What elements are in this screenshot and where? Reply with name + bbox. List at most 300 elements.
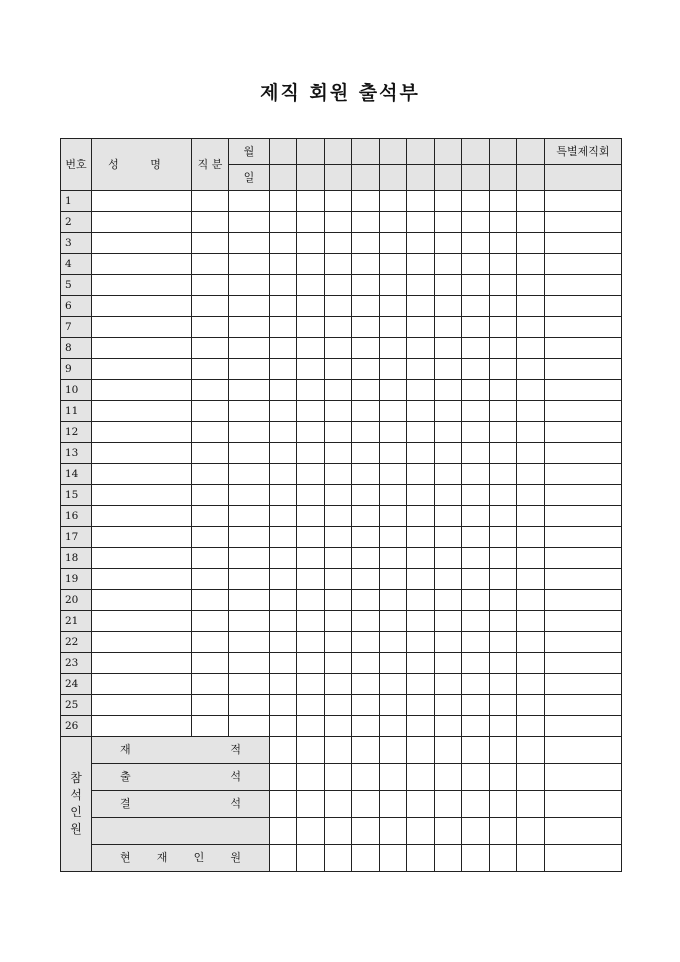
position-cell[interactable] xyxy=(192,632,229,653)
role-date-cell[interactable] xyxy=(229,569,270,590)
name-cell[interactable] xyxy=(92,716,192,737)
attendance-cell[interactable] xyxy=(352,527,380,548)
attendance-cell[interactable] xyxy=(407,569,435,590)
attendance-cell[interactable] xyxy=(270,590,297,611)
summary-special-cell[interactable] xyxy=(545,764,622,791)
attendance-cell[interactable] xyxy=(435,359,462,380)
attendance-cell[interactable] xyxy=(462,380,490,401)
attendance-cell[interactable] xyxy=(352,506,380,527)
role-date-cell[interactable] xyxy=(229,485,270,506)
name-cell[interactable] xyxy=(92,191,192,212)
attendance-cell[interactable] xyxy=(435,632,462,653)
day-cell[interactable] xyxy=(380,165,407,191)
attendance-cell[interactable] xyxy=(490,443,517,464)
attendance-cell[interactable] xyxy=(517,338,545,359)
attendance-cell[interactable] xyxy=(270,632,297,653)
attendance-cell[interactable] xyxy=(490,527,517,548)
attendance-cell[interactable] xyxy=(380,254,407,275)
attendance-cell[interactable] xyxy=(490,275,517,296)
attendance-cell[interactable] xyxy=(380,611,407,632)
attendance-cell[interactable] xyxy=(490,212,517,233)
attendance-cell[interactable] xyxy=(435,548,462,569)
role-date-cell[interactable] xyxy=(229,338,270,359)
attendance-cell[interactable] xyxy=(270,464,297,485)
attendance-cell[interactable] xyxy=(325,527,352,548)
position-cell[interactable] xyxy=(192,296,229,317)
attendance-cell[interactable] xyxy=(435,401,462,422)
attendance-cell[interactable] xyxy=(490,695,517,716)
day-cell[interactable] xyxy=(462,165,490,191)
summary-count-cell[interactable] xyxy=(407,764,435,791)
attendance-cell[interactable] xyxy=(380,506,407,527)
attendance-cell[interactable] xyxy=(435,569,462,590)
attendance-cell[interactable] xyxy=(490,422,517,443)
day-cell[interactable] xyxy=(407,165,435,191)
position-cell[interactable] xyxy=(192,254,229,275)
summary-count-cell[interactable] xyxy=(517,818,545,845)
attendance-cell[interactable] xyxy=(270,233,297,254)
position-cell[interactable] xyxy=(192,191,229,212)
attendance-cell[interactable] xyxy=(325,695,352,716)
attendance-cell[interactable] xyxy=(270,611,297,632)
role-date-cell[interactable] xyxy=(229,590,270,611)
attendance-cell[interactable] xyxy=(490,569,517,590)
attendance-cell[interactable] xyxy=(297,338,325,359)
attendance-cell[interactable] xyxy=(435,191,462,212)
attendance-cell[interactable] xyxy=(270,569,297,590)
month-cell[interactable] xyxy=(325,139,352,165)
attendance-cell[interactable] xyxy=(352,653,380,674)
summary-count-cell[interactable] xyxy=(380,791,407,818)
special-meeting-cell[interactable] xyxy=(545,296,622,317)
attendance-cell[interactable] xyxy=(435,380,462,401)
attendance-cell[interactable] xyxy=(435,611,462,632)
role-date-cell[interactable] xyxy=(229,233,270,254)
summary-count-cell[interactable] xyxy=(517,764,545,791)
attendance-cell[interactable] xyxy=(407,443,435,464)
attendance-cell[interactable] xyxy=(380,359,407,380)
position-cell[interactable] xyxy=(192,506,229,527)
attendance-cell[interactable] xyxy=(407,254,435,275)
role-date-cell[interactable] xyxy=(229,359,270,380)
attendance-cell[interactable] xyxy=(490,233,517,254)
attendance-cell[interactable] xyxy=(462,611,490,632)
special-day-cell[interactable] xyxy=(545,165,622,191)
summary-special-cell[interactable] xyxy=(545,791,622,818)
summary-count-cell[interactable] xyxy=(325,737,352,764)
name-cell[interactable] xyxy=(92,632,192,653)
attendance-cell[interactable] xyxy=(517,359,545,380)
attendance-cell[interactable] xyxy=(325,464,352,485)
attendance-cell[interactable] xyxy=(462,485,490,506)
name-cell[interactable] xyxy=(92,695,192,716)
summary-count-cell[interactable] xyxy=(325,818,352,845)
summary-count-cell[interactable] xyxy=(490,764,517,791)
attendance-cell[interactable] xyxy=(490,548,517,569)
attendance-cell[interactable] xyxy=(270,443,297,464)
attendance-cell[interactable] xyxy=(407,548,435,569)
attendance-cell[interactable] xyxy=(407,527,435,548)
summary-count-cell[interactable] xyxy=(407,818,435,845)
attendance-cell[interactable] xyxy=(462,464,490,485)
attendance-cell[interactable] xyxy=(325,296,352,317)
role-date-cell[interactable] xyxy=(229,191,270,212)
summary-count-cell[interactable] xyxy=(352,791,380,818)
name-cell[interactable] xyxy=(92,674,192,695)
attendance-cell[interactable] xyxy=(380,233,407,254)
position-cell[interactable] xyxy=(192,569,229,590)
attendance-cell[interactable] xyxy=(380,632,407,653)
attendance-cell[interactable] xyxy=(435,338,462,359)
summary-count-cell[interactable] xyxy=(407,845,435,872)
attendance-cell[interactable] xyxy=(380,590,407,611)
attendance-cell[interactable] xyxy=(407,191,435,212)
attendance-cell[interactable] xyxy=(462,527,490,548)
attendance-cell[interactable] xyxy=(517,254,545,275)
attendance-cell[interactable] xyxy=(325,653,352,674)
attendance-cell[interactable] xyxy=(380,716,407,737)
attendance-cell[interactable] xyxy=(517,212,545,233)
attendance-cell[interactable] xyxy=(407,212,435,233)
attendance-cell[interactable] xyxy=(517,548,545,569)
special-meeting-cell[interactable] xyxy=(545,695,622,716)
attendance-cell[interactable] xyxy=(435,716,462,737)
attendance-cell[interactable] xyxy=(435,653,462,674)
attendance-cell[interactable] xyxy=(490,380,517,401)
attendance-cell[interactable] xyxy=(380,548,407,569)
attendance-cell[interactable] xyxy=(297,548,325,569)
summary-count-cell[interactable] xyxy=(270,791,297,818)
summary-count-cell[interactable] xyxy=(490,791,517,818)
attendance-cell[interactable] xyxy=(462,548,490,569)
attendance-cell[interactable] xyxy=(407,317,435,338)
special-meeting-cell[interactable] xyxy=(545,674,622,695)
name-cell[interactable] xyxy=(92,611,192,632)
summary-special-cell[interactable] xyxy=(545,845,622,872)
day-cell[interactable] xyxy=(270,165,297,191)
name-cell[interactable] xyxy=(92,569,192,590)
attendance-cell[interactable] xyxy=(297,296,325,317)
position-cell[interactable] xyxy=(192,359,229,380)
name-cell[interactable] xyxy=(92,338,192,359)
attendance-cell[interactable] xyxy=(352,296,380,317)
day-cell[interactable] xyxy=(352,165,380,191)
attendance-cell[interactable] xyxy=(352,632,380,653)
attendance-cell[interactable] xyxy=(270,695,297,716)
attendance-cell[interactable] xyxy=(435,233,462,254)
attendance-cell[interactable] xyxy=(407,338,435,359)
role-date-cell[interactable] xyxy=(229,548,270,569)
attendance-cell[interactable] xyxy=(462,422,490,443)
attendance-cell[interactable] xyxy=(407,674,435,695)
summary-count-cell[interactable] xyxy=(490,818,517,845)
attendance-cell[interactable] xyxy=(462,275,490,296)
attendance-cell[interactable] xyxy=(407,296,435,317)
special-meeting-cell[interactable] xyxy=(545,233,622,254)
name-cell[interactable] xyxy=(92,359,192,380)
attendance-cell[interactable] xyxy=(517,443,545,464)
name-cell[interactable] xyxy=(92,380,192,401)
attendance-cell[interactable] xyxy=(325,317,352,338)
attendance-cell[interactable] xyxy=(490,338,517,359)
attendance-cell[interactable] xyxy=(462,632,490,653)
attendance-cell[interactable] xyxy=(517,611,545,632)
position-cell[interactable] xyxy=(192,485,229,506)
position-cell[interactable] xyxy=(192,317,229,338)
attendance-cell[interactable] xyxy=(352,359,380,380)
summary-count-cell[interactable] xyxy=(462,791,490,818)
summary-count-cell[interactable] xyxy=(352,845,380,872)
attendance-cell[interactable] xyxy=(380,485,407,506)
attendance-cell[interactable] xyxy=(297,674,325,695)
role-date-cell[interactable] xyxy=(229,632,270,653)
role-date-cell[interactable] xyxy=(229,380,270,401)
attendance-cell[interactable] xyxy=(517,485,545,506)
summary-count-cell[interactable] xyxy=(297,737,325,764)
attendance-cell[interactable] xyxy=(325,233,352,254)
attendance-cell[interactable] xyxy=(517,527,545,548)
role-date-cell[interactable] xyxy=(229,401,270,422)
attendance-cell[interactable] xyxy=(380,464,407,485)
attendance-cell[interactable] xyxy=(380,191,407,212)
attendance-cell[interactable] xyxy=(352,212,380,233)
attendance-cell[interactable] xyxy=(270,359,297,380)
summary-count-cell[interactable] xyxy=(407,791,435,818)
attendance-cell[interactable] xyxy=(325,548,352,569)
attendance-cell[interactable] xyxy=(297,464,325,485)
attendance-cell[interactable] xyxy=(407,401,435,422)
attendance-cell[interactable] xyxy=(380,401,407,422)
role-date-cell[interactable] xyxy=(229,611,270,632)
attendance-cell[interactable] xyxy=(325,212,352,233)
name-cell[interactable] xyxy=(92,590,192,611)
summary-count-cell[interactable] xyxy=(462,818,490,845)
role-date-cell[interactable] xyxy=(229,212,270,233)
attendance-cell[interactable] xyxy=(352,443,380,464)
attendance-cell[interactable] xyxy=(517,674,545,695)
attendance-cell[interactable] xyxy=(517,191,545,212)
summary-count-cell[interactable] xyxy=(435,791,462,818)
attendance-cell[interactable] xyxy=(352,590,380,611)
attendance-cell[interactable] xyxy=(462,653,490,674)
attendance-cell[interactable] xyxy=(490,485,517,506)
summary-count-cell[interactable] xyxy=(380,737,407,764)
attendance-cell[interactable] xyxy=(435,590,462,611)
attendance-cell[interactable] xyxy=(517,275,545,296)
name-cell[interactable] xyxy=(92,548,192,569)
attendance-cell[interactable] xyxy=(297,233,325,254)
attendance-cell[interactable] xyxy=(270,296,297,317)
attendance-cell[interactable] xyxy=(517,296,545,317)
summary-count-cell[interactable] xyxy=(435,818,462,845)
month-cell[interactable] xyxy=(490,139,517,165)
attendance-cell[interactable] xyxy=(462,338,490,359)
attendance-cell[interactable] xyxy=(462,674,490,695)
attendance-cell[interactable] xyxy=(490,464,517,485)
attendance-cell[interactable] xyxy=(517,380,545,401)
attendance-cell[interactable] xyxy=(517,401,545,422)
attendance-cell[interactable] xyxy=(517,317,545,338)
attendance-cell[interactable] xyxy=(517,653,545,674)
attendance-cell[interactable] xyxy=(462,695,490,716)
attendance-cell[interactable] xyxy=(407,422,435,443)
summary-count-cell[interactable] xyxy=(380,845,407,872)
attendance-cell[interactable] xyxy=(380,653,407,674)
special-meeting-cell[interactable] xyxy=(545,443,622,464)
attendance-cell[interactable] xyxy=(517,590,545,611)
role-date-cell[interactable] xyxy=(229,422,270,443)
attendance-cell[interactable] xyxy=(407,653,435,674)
attendance-cell[interactable] xyxy=(352,611,380,632)
role-date-cell[interactable] xyxy=(229,275,270,296)
attendance-cell[interactable] xyxy=(325,590,352,611)
attendance-cell[interactable] xyxy=(407,464,435,485)
name-cell[interactable] xyxy=(92,212,192,233)
position-cell[interactable] xyxy=(192,695,229,716)
position-cell[interactable] xyxy=(192,401,229,422)
attendance-cell[interactable] xyxy=(435,212,462,233)
attendance-cell[interactable] xyxy=(270,422,297,443)
attendance-cell[interactable] xyxy=(297,422,325,443)
special-meeting-cell[interactable] xyxy=(545,632,622,653)
attendance-cell[interactable] xyxy=(352,569,380,590)
summary-count-cell[interactable] xyxy=(462,737,490,764)
attendance-cell[interactable] xyxy=(490,254,517,275)
month-cell[interactable] xyxy=(407,139,435,165)
name-cell[interactable] xyxy=(92,254,192,275)
summary-count-cell[interactable] xyxy=(352,764,380,791)
attendance-cell[interactable] xyxy=(270,275,297,296)
name-cell[interactable] xyxy=(92,464,192,485)
day-cell[interactable] xyxy=(435,165,462,191)
summary-count-cell[interactable] xyxy=(462,845,490,872)
attendance-cell[interactable] xyxy=(297,716,325,737)
name-cell[interactable] xyxy=(92,653,192,674)
attendance-cell[interactable] xyxy=(352,380,380,401)
name-cell[interactable] xyxy=(92,422,192,443)
attendance-cell[interactable] xyxy=(380,443,407,464)
attendance-cell[interactable] xyxy=(462,317,490,338)
attendance-cell[interactable] xyxy=(352,695,380,716)
day-cell[interactable] xyxy=(297,165,325,191)
attendance-cell[interactable] xyxy=(462,590,490,611)
special-meeting-cell[interactable] xyxy=(545,359,622,380)
month-cell[interactable] xyxy=(270,139,297,165)
attendance-cell[interactable] xyxy=(270,338,297,359)
attendance-cell[interactable] xyxy=(490,359,517,380)
attendance-cell[interactable] xyxy=(297,443,325,464)
attendance-cell[interactable] xyxy=(462,254,490,275)
attendance-cell[interactable] xyxy=(435,506,462,527)
position-cell[interactable] xyxy=(192,464,229,485)
attendance-cell[interactable] xyxy=(297,569,325,590)
attendance-cell[interactable] xyxy=(352,548,380,569)
attendance-cell[interactable] xyxy=(490,401,517,422)
special-meeting-cell[interactable] xyxy=(545,716,622,737)
summary-count-cell[interactable] xyxy=(490,845,517,872)
special-meeting-cell[interactable] xyxy=(545,191,622,212)
attendance-cell[interactable] xyxy=(407,695,435,716)
attendance-cell[interactable] xyxy=(297,590,325,611)
attendance-cell[interactable] xyxy=(270,716,297,737)
attendance-cell[interactable] xyxy=(270,506,297,527)
special-meeting-cell[interactable] xyxy=(545,401,622,422)
attendance-cell[interactable] xyxy=(407,233,435,254)
attendance-cell[interactable] xyxy=(270,527,297,548)
role-date-cell[interactable] xyxy=(229,527,270,548)
attendance-cell[interactable] xyxy=(380,317,407,338)
summary-count-cell[interactable] xyxy=(270,764,297,791)
attendance-cell[interactable] xyxy=(517,695,545,716)
special-meeting-cell[interactable] xyxy=(545,611,622,632)
attendance-cell[interactable] xyxy=(297,359,325,380)
month-cell[interactable] xyxy=(380,139,407,165)
attendance-cell[interactable] xyxy=(352,674,380,695)
name-cell[interactable] xyxy=(92,233,192,254)
special-meeting-cell[interactable] xyxy=(545,527,622,548)
attendance-cell[interactable] xyxy=(297,317,325,338)
month-cell[interactable] xyxy=(462,139,490,165)
attendance-cell[interactable] xyxy=(380,422,407,443)
attendance-cell[interactable] xyxy=(435,254,462,275)
name-cell[interactable] xyxy=(92,401,192,422)
summary-count-cell[interactable] xyxy=(435,845,462,872)
summary-count-cell[interactable] xyxy=(270,818,297,845)
attendance-cell[interactable] xyxy=(270,548,297,569)
day-cell[interactable] xyxy=(325,165,352,191)
name-cell[interactable] xyxy=(92,296,192,317)
month-cell[interactable] xyxy=(297,139,325,165)
attendance-cell[interactable] xyxy=(517,716,545,737)
month-cell[interactable] xyxy=(352,139,380,165)
attendance-cell[interactable] xyxy=(270,674,297,695)
summary-count-cell[interactable] xyxy=(462,764,490,791)
name-cell[interactable] xyxy=(92,485,192,506)
attendance-cell[interactable] xyxy=(297,401,325,422)
position-cell[interactable] xyxy=(192,422,229,443)
summary-count-cell[interactable] xyxy=(325,764,352,791)
position-cell[interactable] xyxy=(192,443,229,464)
attendance-cell[interactable] xyxy=(352,338,380,359)
attendance-cell[interactable] xyxy=(270,254,297,275)
attendance-cell[interactable] xyxy=(435,674,462,695)
attendance-cell[interactable] xyxy=(325,275,352,296)
attendance-cell[interactable] xyxy=(352,275,380,296)
attendance-cell[interactable] xyxy=(297,485,325,506)
attendance-cell[interactable] xyxy=(462,191,490,212)
summary-count-cell[interactable] xyxy=(435,764,462,791)
position-cell[interactable] xyxy=(192,674,229,695)
attendance-cell[interactable] xyxy=(462,401,490,422)
attendance-cell[interactable] xyxy=(380,275,407,296)
attendance-cell[interactable] xyxy=(517,569,545,590)
attendance-cell[interactable] xyxy=(517,233,545,254)
attendance-cell[interactable] xyxy=(352,422,380,443)
position-cell[interactable] xyxy=(192,548,229,569)
attendance-cell[interactable] xyxy=(380,338,407,359)
name-cell[interactable] xyxy=(92,527,192,548)
summary-count-cell[interactable] xyxy=(325,791,352,818)
attendance-cell[interactable] xyxy=(325,485,352,506)
attendance-cell[interactable] xyxy=(407,506,435,527)
name-cell[interactable] xyxy=(92,506,192,527)
attendance-cell[interactable] xyxy=(407,485,435,506)
attendance-cell[interactable] xyxy=(517,422,545,443)
role-date-cell[interactable] xyxy=(229,443,270,464)
attendance-cell[interactable] xyxy=(462,359,490,380)
attendance-cell[interactable] xyxy=(435,296,462,317)
special-meeting-cell[interactable] xyxy=(545,380,622,401)
